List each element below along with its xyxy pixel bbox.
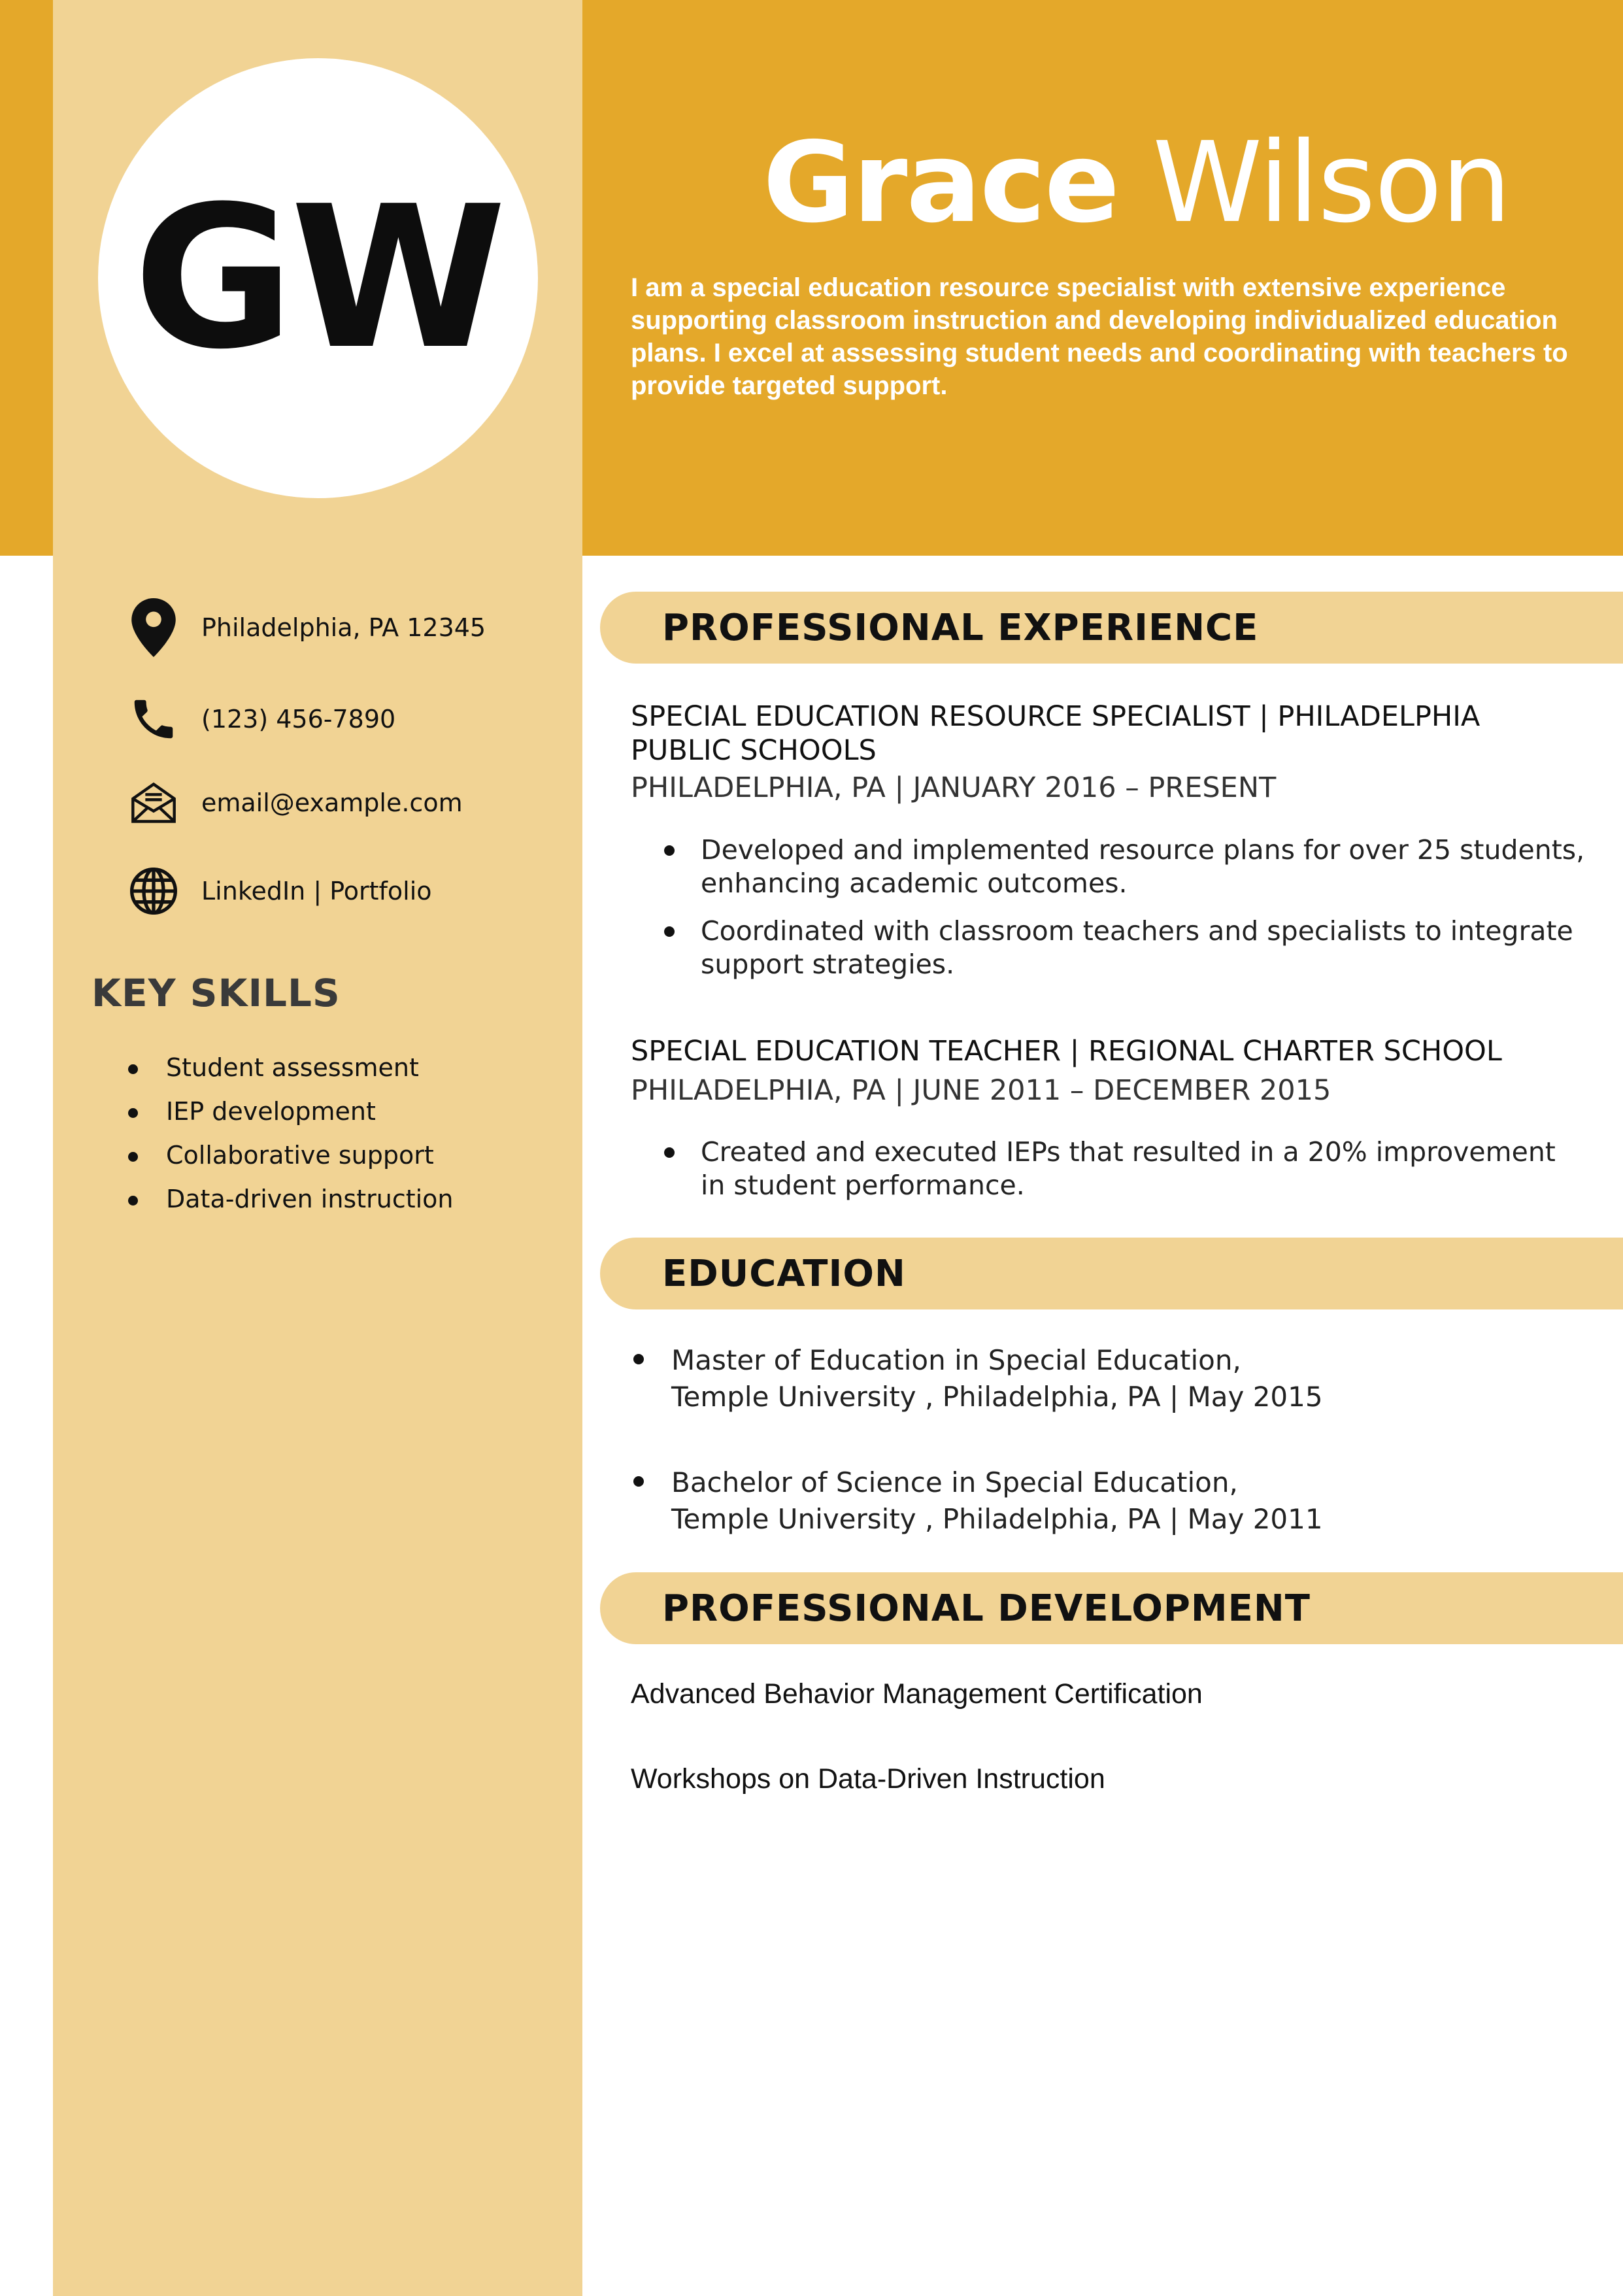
bullet-dot — [633, 1476, 644, 1487]
degree: Master of Education in Special Education, — [671, 1344, 1241, 1376]
monogram: GW — [133, 164, 503, 392]
school: Temple University , Philadelphia, PA | May 2015 — [671, 1381, 1323, 1413]
job-meta: PHILADELPHIA, PA | JUNE 2011 – DECEMBER 2015 — [631, 1074, 1331, 1107]
skill-item: Student assessment — [128, 1046, 454, 1090]
job-title: SPECIAL EDUCATION RESOURCE SPECIALIST | PHILADELPHIA PUBLIC SCHOOLS — [631, 700, 1481, 767]
email-text[interactable]: email@example.com — [201, 788, 463, 817]
education-title: EDUCATION — [662, 1252, 906, 1295]
contact-email — [124, 773, 463, 832]
phone-text: (123) 456-7890 — [201, 705, 396, 734]
school: Temple University , Philadelphia, PA | May 2011 — [671, 1503, 1323, 1535]
job-bullet: Developed and implemented resource plans for over 25 students, enhancing academic outcomes. — [660, 834, 1588, 900]
bullet-dot — [633, 1354, 644, 1364]
job-bullet: Coordinated with classroom teachers and specialists to integrate support strategies. — [660, 915, 1588, 981]
experience-title: PROFESSIONAL EXPERIENCE — [662, 606, 1259, 649]
skill-item: Data-driven instruction — [128, 1177, 454, 1221]
development-section-header — [600, 1572, 1623, 1644]
contact-location — [124, 598, 486, 657]
phone-icon — [124, 690, 183, 749]
experience-section-header — [600, 592, 1623, 664]
job-bullet: Created and executed IEPs that resulted in a 20% improvement in student performance. — [660, 1136, 1588, 1202]
skill-item: Collaborative support — [128, 1134, 454, 1177]
development-item: Advanced Behavior Management Certification — [631, 1678, 1203, 1710]
key-skills-title: KEY SKILLS — [92, 971, 341, 1015]
job-meta: PHILADELPHIA, PA | JANUARY 2016 – PRESENT — [631, 771, 1277, 804]
contact-phone — [124, 690, 395, 749]
job-bullets — [660, 1136, 1588, 1217]
skill-item: IEP development — [128, 1090, 454, 1134]
job-bullets — [660, 834, 1588, 996]
location-text: Philadelphia, PA 12345 — [201, 613, 486, 642]
monogram-circle — [98, 58, 538, 498]
email-envelope-icon — [124, 773, 183, 832]
first-name: Grace — [763, 118, 1119, 248]
development-title: PROFESSIONAL DEVELOPMENT — [662, 1587, 1311, 1630]
last-name: Wilson — [1152, 118, 1511, 248]
education-item — [631, 1342, 1592, 1415]
links-text[interactable]: LinkedIn | Portfolio — [201, 877, 432, 905]
education-section-header — [600, 1238, 1623, 1309]
job-title: SPECIAL EDUCATION TEACHER | REGIONAL CHARTER SCHOOL — [631, 1035, 1502, 1068]
key-skills-list — [128, 1046, 454, 1221]
summary: I am a special education resource specialist with extensive experience supporting classroom instruction and developing individualized education plans. I excel at assessing student needs and coordinating with teachers to provide targeted support. — [631, 273, 1568, 400]
globe-icon — [124, 862, 183, 920]
development-item: Workshops on Data-Driven Instruction — [631, 1763, 1105, 1795]
location-pin-icon — [124, 598, 183, 657]
contact-links — [124, 862, 432, 920]
candidate-name — [763, 118, 1511, 248]
degree: Bachelor of Science in Special Education, — [671, 1466, 1238, 1498]
education-item — [631, 1464, 1592, 1538]
